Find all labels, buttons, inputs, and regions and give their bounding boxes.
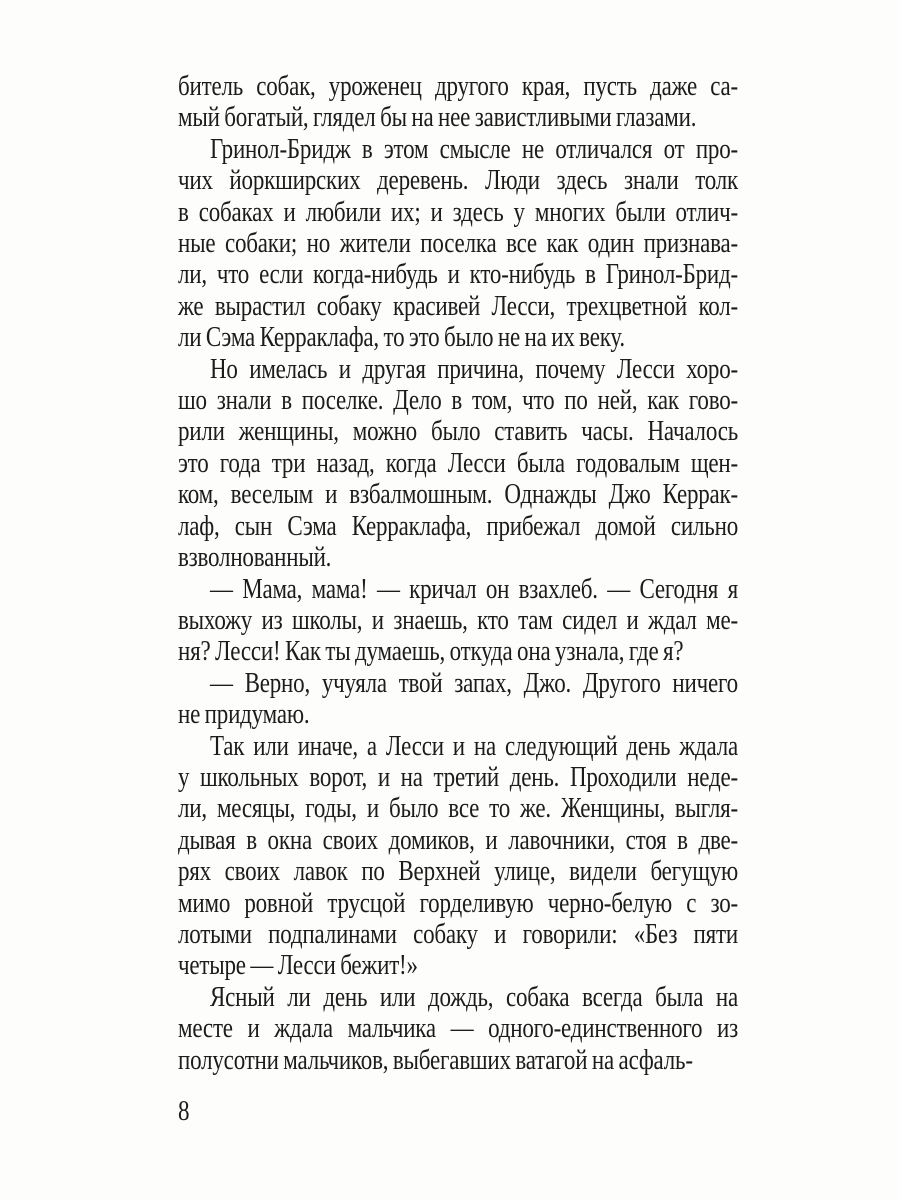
text-line: ли Сэма Керраклафа, то это было не на их веку. [178, 321, 625, 353]
paragraph [178, 981, 738, 1075]
paragraph [178, 573, 738, 667]
text-line: дывая в окна своих домиков, и лавочники, стоя в две- [178, 823, 738, 855]
text-line: выхожу из школы, и знаешь, кто там сидел и ждал ме- [178, 603, 738, 635]
text-line: ком, веселым и взбалмошным. Однажды Джо Керрак- [178, 478, 738, 510]
paragraph [178, 70, 738, 133]
text-line: взволнованный. [178, 540, 332, 573]
text-line: это года три назад, когда Лесси была годовалым щен- [178, 446, 738, 478]
text-line: чих йоркширских деревень. Люди здесь знали толк [178, 164, 738, 196]
text-line: рях своих лавок по Верхней улице, видели бегущую [178, 854, 738, 887]
text-line: у школьных ворот, и на третий день. Проходили неде- [178, 760, 738, 793]
paragraph [178, 667, 738, 730]
paragraph [178, 133, 738, 353]
text-line: лотыми подпалинами собаку и говорили: «Без пяти [178, 917, 738, 950]
text-line: не придумаю. [178, 697, 310, 730]
text-line: лаф, сын Сэма Керраклафа, прибежал домой сильно [178, 509, 738, 541]
paragraph [178, 730, 738, 981]
text-line: — Верно, учуяла твой запах, Джо. Другого ничего [210, 666, 738, 698]
text-line: Но имелась и другая причина, почему Лесси хоро- [210, 352, 738, 384]
text-line: же вырастил собаку красивей Лесси, трехцветной кол- [178, 289, 738, 321]
text-line: мый богатый, глядел бы на нее завистливыми глазами. [178, 101, 697, 133]
text-line: ня? Лесси! Как ты думаешь, откуда она узнала, где я? [178, 635, 684, 667]
text-line: полусотни мальчиков, выбегавших ватагой на асфаль- [178, 1043, 693, 1075]
text-line: ли, что если когда-нибудь и кто-нибудь в Гринол-Брид- [178, 258, 738, 290]
text-line: четыре — Лесси бежит!» [178, 949, 418, 981]
paragraph [178, 353, 738, 573]
text-line: Так или иначе, а Лесси и на следующий день ждала [210, 729, 738, 761]
text-line: месте и ждала мальчика — одного-единственного из [178, 1012, 738, 1044]
text-line: рили женщины, можно было ставить часы. Началось [178, 415, 738, 447]
text-line: ные собаки; но жители поселка все как один признава- [178, 226, 738, 259]
text-line: битель собак, уроженец другого края, пусть даже са- [178, 69, 738, 102]
text-line: мимо ровной трусцой горделивую черно-белую с зо- [178, 886, 738, 918]
text-line: в собаках и любили их; и здесь у многих были отлич- [178, 195, 738, 227]
text-line: шо знали в поселке. Дело в том, что по ней, как гово- [178, 383, 738, 416]
text-line: Ясный ли день или дождь, собака всегда была на [210, 980, 738, 1012]
page-number: 8 [178, 1094, 190, 1126]
text-line: — Мама, мама! — кричал он взахлеб. — Сегодня я [210, 572, 738, 604]
text-line: ли, месяцы, годы, и было все то же. Женщины, выгля- [178, 792, 738, 824]
text-block [178, 70, 738, 1075]
text-line: Гринол-Бридж в этом смысле не отличался от про- [210, 132, 738, 164]
